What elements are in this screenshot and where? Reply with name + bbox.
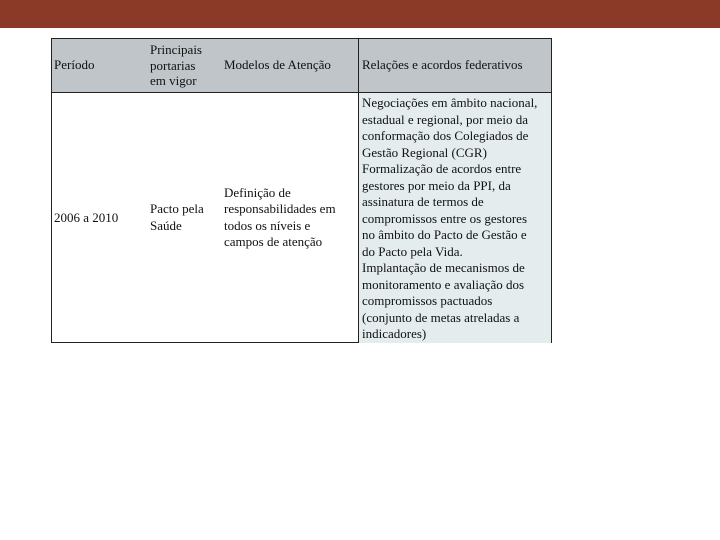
cell-modelos-line: responsabilidades em <box>224 201 336 217</box>
cell-relacoes-line: compromissos entre os gestores <box>362 210 528 226</box>
top-accent-bar <box>0 0 720 28</box>
cell-relacoes-line: (conjunto de metas atreladas a <box>362 309 520 325</box>
header-portarias-line: em vigor <box>150 73 197 89</box>
data-table <box>52 39 551 343</box>
header-portarias-line: portarias <box>150 57 196 73</box>
cell-relacoes-line: estadual e regional, por meio da <box>362 111 529 127</box>
cell-relacoes <box>359 93 552 343</box>
cell-relacoes-line: no âmbito do Pacto de Gestão e <box>362 227 527 242</box>
cell-portarias-line: Saúde <box>150 217 182 233</box>
cell-portarias-line: Pacto pela <box>150 201 204 217</box>
cell-relacoes-line: gestores por meio da PPI, da <box>362 177 511 193</box>
table-row <box>52 93 551 343</box>
cell-modelos-line: Definição de <box>224 184 291 200</box>
cell-modelos-line: campos de atenção <box>224 234 323 250</box>
header-relacoes <box>359 39 552 93</box>
cell-relacoes-line: Gestão Regional (CGR) <box>362 144 487 160</box>
cell-relacoes-line: assinatura de termos de <box>362 194 484 209</box>
header-modelos-text: Modelos de Atenção <box>224 57 331 73</box>
cell-modelos <box>223 93 359 343</box>
table-header-row <box>52 39 551 93</box>
cell-modelos-line: todos os níveis e <box>224 217 311 233</box>
header-portarias <box>149 39 223 93</box>
cell-periodo-text: 2006 a 2010 <box>54 209 119 225</box>
cell-periodo <box>52 93 149 343</box>
federative-relations-table <box>51 38 552 343</box>
cell-relacoes-line: Implantação de mecanismos de <box>362 260 525 275</box>
cell-relacoes-line: do Pacto pela Vida. <box>362 243 463 259</box>
cell-relacoes-line: monitoramento e avaliação dos <box>362 276 525 292</box>
header-relacoes-text: Relações e acordos federativos <box>362 57 523 73</box>
cell-relacoes-line: conformação dos Colegiados de <box>362 128 529 143</box>
header-portarias-line: Principais <box>150 42 202 58</box>
cell-relacoes-line: compromissos pactuados <box>362 293 493 308</box>
cell-relacoes-line: indicadores) <box>362 326 427 341</box>
cell-relacoes-line: Negociações em âmbito nacional, <box>362 95 538 110</box>
header-modelos <box>223 39 359 93</box>
header-periodo-text: Período <box>54 57 95 73</box>
cell-relacoes-line: Formalização de acordos entre <box>362 161 522 176</box>
cell-portarias <box>149 93 223 343</box>
header-periodo <box>52 39 149 93</box>
